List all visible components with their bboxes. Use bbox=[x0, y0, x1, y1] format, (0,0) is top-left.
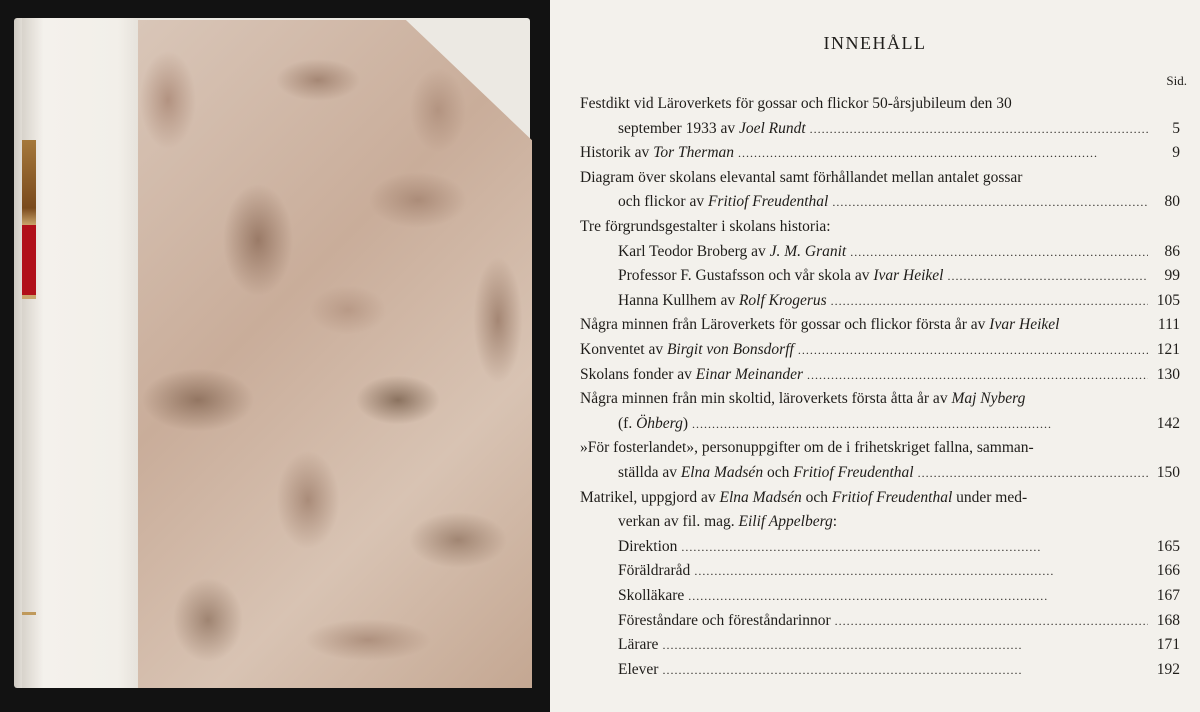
toc-entry-title bbox=[618, 241, 846, 263]
toc-entry bbox=[618, 265, 1180, 287]
toc-page-number: 142 bbox=[1156, 414, 1180, 432]
toc-text: under med- bbox=[952, 488, 1028, 506]
toc-entry bbox=[580, 142, 1180, 164]
toc-entry bbox=[580, 388, 1180, 410]
marbled-paper bbox=[138, 20, 532, 688]
toc-text: verkan av fil. mag. bbox=[618, 513, 739, 531]
toc-author: Ivar Heikel bbox=[989, 316, 1060, 334]
toc-entry-title bbox=[580, 142, 734, 164]
dot-leader bbox=[850, 241, 1148, 263]
toc-entry bbox=[618, 191, 1180, 213]
toc-page-number: 192 bbox=[1156, 660, 1180, 678]
toc-entry bbox=[618, 560, 1180, 582]
toc-text: ) bbox=[682, 414, 689, 432]
toc-author: Ivar Heikel bbox=[873, 267, 944, 285]
toc-text: och flickor av bbox=[618, 193, 708, 211]
toc-text: : bbox=[832, 513, 838, 531]
page-title: INNEHÅLL bbox=[823, 33, 927, 53]
toc-page-number: 5 bbox=[1172, 119, 1180, 137]
toc-author: J. M. Granit bbox=[769, 242, 847, 260]
toc-text: ställda av bbox=[618, 464, 681, 481]
toc-text: Historik av bbox=[580, 144, 654, 162]
dot-leader bbox=[948, 265, 1149, 287]
toc-entry bbox=[618, 585, 1180, 607]
toc-entry bbox=[618, 610, 1180, 632]
toc-text: Elever bbox=[618, 660, 659, 678]
book-cover-photo bbox=[0, 0, 550, 712]
toc-text: Skolans fonder av bbox=[580, 365, 696, 383]
toc-text: Några minnen från min skoltid, läroverkets första åtta år av bbox=[580, 390, 952, 408]
dot-leader bbox=[681, 536, 1148, 558]
toc-entry-title bbox=[618, 413, 688, 435]
toc-text: »För fosterlandet», personuppgifter om de i frihetskriget fallna, samman- bbox=[580, 439, 1034, 457]
toc-text: Skolläkare bbox=[618, 587, 685, 604]
toc-entry-title bbox=[580, 487, 1027, 509]
toc-page-number: 165 bbox=[1156, 537, 1180, 555]
toc-entry bbox=[580, 93, 1180, 115]
toc-page-number: 171 bbox=[1156, 636, 1180, 654]
toc-entry bbox=[618, 462, 1180, 484]
toc-entry bbox=[580, 364, 1180, 386]
toc-page-number: 167 bbox=[1156, 587, 1180, 604]
toc-entry-title bbox=[580, 437, 1034, 459]
toc-entry bbox=[580, 216, 1180, 238]
spine-gilt-line-bottom bbox=[22, 612, 36, 615]
toc-author: Rolf Krogerus bbox=[738, 291, 827, 309]
toc-entry-title bbox=[580, 216, 831, 238]
toc-author: Tor Therman bbox=[653, 144, 735, 162]
toc-entry bbox=[618, 241, 1180, 263]
toc-text: Föreståndare och föreståndarinnor bbox=[618, 611, 831, 629]
toc-text: Direktion bbox=[618, 537, 678, 555]
toc-text: Tre förgrundsgestalter i skolans historia: bbox=[580, 218, 831, 235]
page-column-label: Sid. bbox=[1166, 73, 1187, 88]
dot-leader bbox=[662, 659, 1148, 681]
toc-page-number: 99 bbox=[1164, 267, 1180, 285]
dot-leader bbox=[807, 364, 1148, 386]
toc-page-number: 86 bbox=[1164, 242, 1180, 260]
toc-entry-title bbox=[618, 290, 827, 312]
toc-page-number: 121 bbox=[1156, 341, 1180, 358]
toc-text: Festdikt vid Läroverkets för gossar och flickor 50-årsjubileum den 30 bbox=[580, 95, 1012, 112]
toc-text: Föräldraråd bbox=[618, 562, 691, 580]
book-spine bbox=[22, 18, 142, 688]
spine-gilt-line bbox=[22, 295, 36, 299]
toc-page-number: 166 bbox=[1156, 562, 1180, 580]
toc-entry-title bbox=[618, 585, 684, 607]
toc-text: Karl Teodor Broberg av bbox=[618, 242, 770, 260]
toc-text: Professor F. Gustafsson och vår skola av bbox=[618, 267, 874, 285]
toc-entry bbox=[580, 339, 1180, 361]
dot-leader bbox=[832, 191, 1148, 213]
toc-entry bbox=[618, 659, 1180, 681]
toc-entry bbox=[618, 413, 1180, 435]
toc-entry-title bbox=[580, 314, 1059, 336]
toc-text: (f. bbox=[618, 414, 637, 432]
toc-page-number: 111 bbox=[1157, 316, 1180, 334]
toc-entry bbox=[580, 487, 1180, 509]
toc-text: Lärare bbox=[618, 636, 659, 654]
toc-entry bbox=[618, 511, 1180, 533]
toc-page-number: 105 bbox=[1156, 291, 1180, 309]
toc-page-number: 168 bbox=[1156, 611, 1180, 629]
toc-author: Eilif Appelberg bbox=[738, 513, 833, 531]
spine-label-band bbox=[22, 140, 36, 225]
toc-page-number: 80 bbox=[1164, 193, 1180, 211]
dot-leader bbox=[831, 290, 1148, 312]
toc-entry-title bbox=[618, 265, 944, 287]
toc-entry-title bbox=[618, 536, 677, 558]
toc-entry-title bbox=[618, 462, 914, 484]
dot-leader bbox=[810, 118, 1148, 140]
toc-text: och bbox=[763, 464, 794, 481]
toc-entry bbox=[618, 290, 1180, 312]
toc-entry-title bbox=[618, 511, 837, 533]
dot-leader bbox=[688, 585, 1148, 607]
toc-entry bbox=[618, 634, 1180, 656]
toc-text: Diagram över skolans elevantal samt förhållandet mellan antalet gossar bbox=[580, 168, 1023, 186]
toc-entry bbox=[618, 118, 1180, 140]
toc-entry-title bbox=[580, 364, 803, 386]
toc-entry-title bbox=[618, 560, 690, 582]
toc-author: Fritiof Freudenthal bbox=[793, 464, 914, 481]
dot-leader bbox=[738, 142, 1148, 164]
toc-entry bbox=[580, 314, 1180, 336]
toc-entry-title bbox=[618, 118, 806, 140]
dot-leader bbox=[798, 339, 1148, 361]
toc-page-number: 130 bbox=[1156, 365, 1180, 383]
toc-text: Några minnen från Läroverkets för gossar och flickor första år av bbox=[580, 316, 990, 334]
toc-entry-title bbox=[580, 93, 1012, 115]
toc-text: och bbox=[801, 488, 832, 506]
toc-author: Elna Madsén bbox=[680, 464, 764, 481]
dot-leader bbox=[835, 610, 1148, 632]
toc-author: Birgit von Bonsdorff bbox=[666, 341, 794, 358]
toc-entry bbox=[618, 536, 1180, 558]
toc-author: Fritiof Freudenthal bbox=[831, 488, 953, 506]
toc-entry-title bbox=[580, 339, 794, 361]
contents-page bbox=[550, 0, 1200, 712]
toc-text: Konventet av bbox=[580, 341, 667, 358]
spine-red-band bbox=[22, 225, 36, 295]
toc-entry-title bbox=[618, 659, 658, 681]
toc-author: Einar Meinander bbox=[695, 365, 803, 383]
toc-text: september 1933 av bbox=[618, 119, 739, 137]
dot-leader bbox=[694, 560, 1148, 582]
toc-page-number: 9 bbox=[1172, 144, 1180, 162]
toc-author: Fritiof Freudenthal bbox=[707, 193, 829, 211]
toc-author: Öhberg bbox=[636, 414, 683, 432]
toc-entry-title bbox=[618, 634, 658, 656]
dot-leader bbox=[918, 462, 1148, 484]
toc-entry-title bbox=[618, 610, 831, 632]
toc-author: Elna Madsén bbox=[719, 488, 802, 506]
toc-entry bbox=[580, 437, 1180, 459]
toc-entry-title bbox=[580, 167, 1022, 189]
dot-leader bbox=[692, 413, 1148, 435]
toc-page-number: 150 bbox=[1156, 464, 1180, 481]
toc-entry bbox=[580, 167, 1180, 189]
toc-text: Matrikel, uppgjord av bbox=[580, 488, 720, 506]
toc-author: Joel Rundt bbox=[738, 119, 806, 137]
toc-entry-title bbox=[618, 191, 828, 213]
dot-leader bbox=[662, 634, 1148, 656]
toc-author: Maj Nyberg bbox=[951, 390, 1026, 408]
toc-text: Hanna Kullhem av bbox=[618, 291, 739, 309]
toc-entry-title bbox=[580, 388, 1025, 410]
